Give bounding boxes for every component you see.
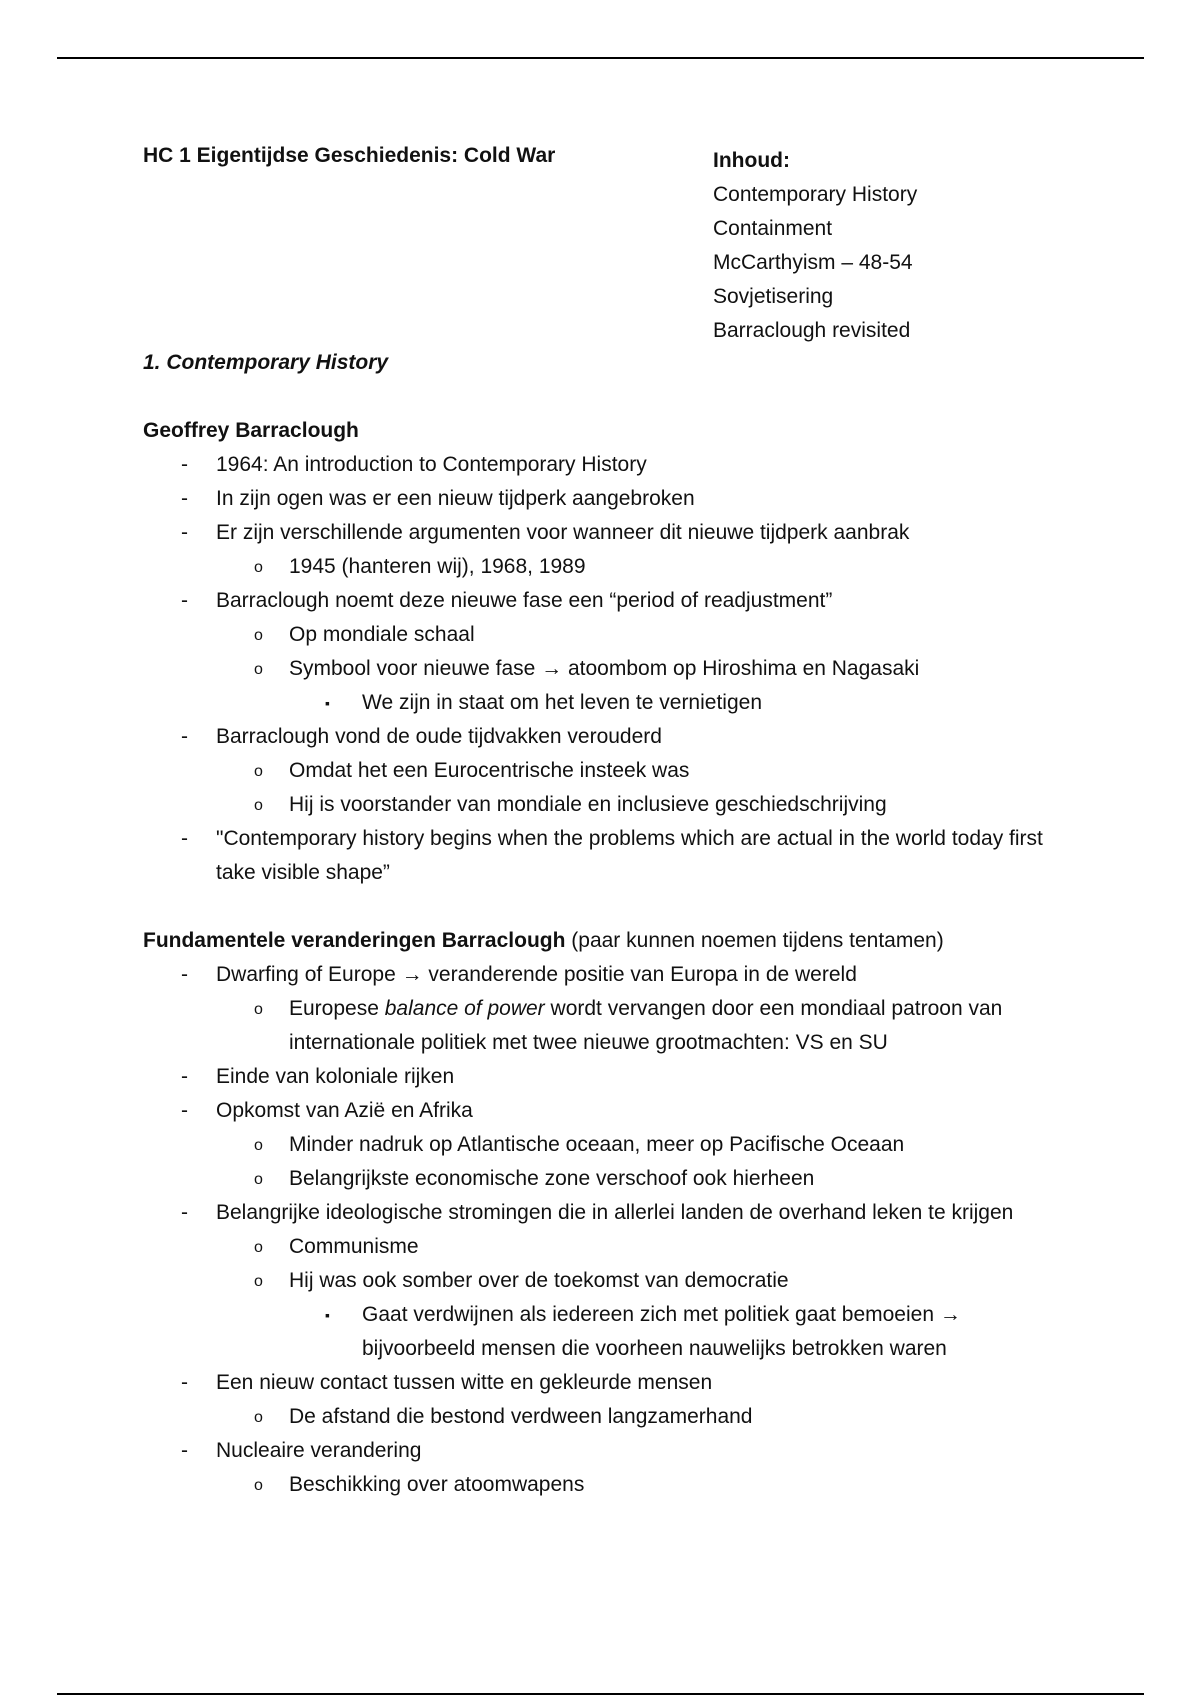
list-item: - Er zijn verschillende argumenten voor wanneer dit nieuwe tijdperk aanbrak xyxy=(143,516,1063,550)
list-item: o Hij is voorstander van mondiale en inclusieve geschiedschrijving xyxy=(143,788,1063,822)
toc-item: Containment xyxy=(713,217,833,240)
list-item: o Minder nadruk op Atlantische oceaan, meer op Pacifische Oceaan xyxy=(143,1128,1063,1162)
document-body xyxy=(143,346,1063,1502)
list-item: - Een nieuw contact tussen witte en gekleurde mensen xyxy=(143,1366,1063,1400)
list-item: o Omdat het een Eurocentrische insteek was xyxy=(143,754,1063,788)
toc-heading: Inhoud: xyxy=(713,149,790,172)
toc-item: Barraclough revisited xyxy=(713,319,911,342)
toc-item: Contemporary History xyxy=(713,183,918,206)
subsection-note: (paar kunnen noemen tijdens tentamen) xyxy=(571,929,944,952)
list-item: o Symbool voor nieuwe fase → atoombom op Hiroshima en Nagasaki xyxy=(143,652,1063,686)
footer-rule xyxy=(57,1693,1144,1695)
list-item: - "Contemporary history begins when the problems which are actual in the world today first take visible shape” xyxy=(143,822,1063,890)
list-item: o Op mondiale schaal xyxy=(143,618,1063,652)
list-item: - Dwarfing of Europe → veranderende positie van Europa in de wereld xyxy=(143,958,1063,992)
list-item: - In zijn ogen was er een nieuw tijdperk aangebroken xyxy=(143,482,1063,516)
list-item: ▪ We zijn in staat om het leven te vernietigen xyxy=(143,686,1063,720)
header-rule xyxy=(57,57,1144,59)
subsection-heading xyxy=(143,924,1063,958)
list-item: - Opkomst van Azië en Afrika xyxy=(143,1094,1063,1128)
bullet-list xyxy=(143,448,1063,890)
list-item xyxy=(143,992,1063,1060)
list-item: o Hij was ook somber over de toekomst van democratie xyxy=(143,1264,1063,1298)
list-item: ▪ Gaat verdwijnen als iedereen zich met politiek gaat bemoeien → bijvoorbeeld mensen die voorheen nauwelijks betrokken waren xyxy=(143,1298,1063,1366)
list-item: - Belangrijke ideologische stromingen die in allerlei landen de overhand leken te krijgen xyxy=(143,1196,1063,1230)
document-title: HC 1 Eigentijdse Geschiedenis: Cold War xyxy=(143,144,556,167)
list-item: - 1964: An introduction to Contemporary History xyxy=(143,448,1063,482)
toc-item: Sovjetisering xyxy=(713,285,834,308)
list-item-text: Europese xyxy=(289,997,385,1020)
list-item: o 1945 (hanteren wij), 1968, 1989 xyxy=(143,550,1063,584)
list-item-italic: balance of power xyxy=(384,997,545,1020)
list-item-text: wordt vervangen door een mondiaal patroon van internationale politiek met twee nieuwe grootmachten: VS en SU xyxy=(289,997,1003,1054)
list-item: o De afstand die bestond verdween langzamerhand xyxy=(143,1400,1063,1434)
list-item: o Communisme xyxy=(143,1230,1063,1264)
list-item: - Barraclough noemt deze nieuwe fase een “period of readjustment” xyxy=(143,584,1063,618)
table-of-contents xyxy=(713,144,917,348)
subsection-heading: Geoffrey Barraclough xyxy=(143,419,359,442)
list-item: o Beschikking over atoomwapens xyxy=(143,1468,1063,1502)
toc-item: McCarthyism – 48-54 xyxy=(713,251,913,274)
bullet-list xyxy=(143,958,1063,1502)
section-heading: 1. Contemporary History xyxy=(143,351,389,374)
list-item: o Belangrijkste economische zone verschoof ook hierheen xyxy=(143,1162,1063,1196)
list-item: - Barraclough vond de oude tijdvakken verouderd xyxy=(143,720,1063,754)
list-item: - Nucleaire verandering xyxy=(143,1434,1063,1468)
subsection-heading-text: Fundamentele veranderingen Barraclough xyxy=(143,929,566,952)
list-item: - Einde van koloniale rijken xyxy=(143,1060,1063,1094)
